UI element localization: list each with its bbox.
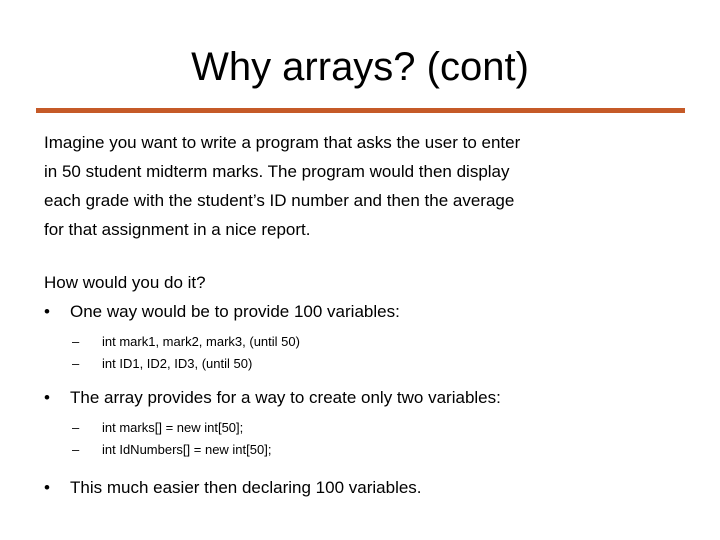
sub-item-text: int ID1, ID2, ID3, (until 50): [102, 356, 253, 371]
sub-item: [70, 439, 604, 461]
bullet-icon: •: [44, 388, 50, 407]
dash-icon: –: [72, 442, 80, 457]
intro-paragraph: [44, 128, 604, 244]
sub-list: [70, 417, 604, 461]
bullet-item: [44, 473, 604, 502]
sub-list: [70, 331, 604, 375]
slide-body: [44, 128, 604, 502]
question-text: How would you do it?: [44, 273, 206, 292]
bullet-icon: •: [44, 302, 50, 321]
intro-line: each grade with the student’s ID number and then the average: [44, 191, 515, 210]
title-divider: [36, 108, 685, 113]
intro-line: in 50 student midterm marks. The program would then display: [44, 162, 510, 181]
bullet-item: [44, 297, 604, 375]
sub-item-text: int IdNumbers[] = new int[50];: [102, 442, 272, 457]
dash-icon: –: [72, 356, 80, 371]
bullet-list: [44, 297, 604, 502]
intro-line: Imagine you want to write a program that asks the user to enter: [44, 133, 521, 152]
sub-item: [70, 417, 604, 439]
bullet-text: One way would be to provide 100 variables:: [70, 302, 400, 321]
bullet-icon: •: [44, 478, 50, 497]
dash-icon: –: [72, 334, 80, 349]
intro-line: for that assignment in a nice report.: [44, 220, 311, 239]
bullet-text: The array provides for a way to create only two variables:: [70, 388, 501, 407]
dash-icon: –: [72, 420, 80, 435]
sub-item-text: int mark1, mark2, mark3, (until 50): [102, 334, 300, 349]
slide-title: Why arrays? (cont): [191, 45, 529, 89]
sub-item: [70, 331, 604, 353]
bullet-text: This much easier then declaring 100 variables.: [70, 478, 422, 497]
bullet-item: [44, 383, 604, 461]
sub-item-text: int marks[] = new int[50];: [102, 420, 244, 435]
sub-item: [70, 353, 604, 375]
